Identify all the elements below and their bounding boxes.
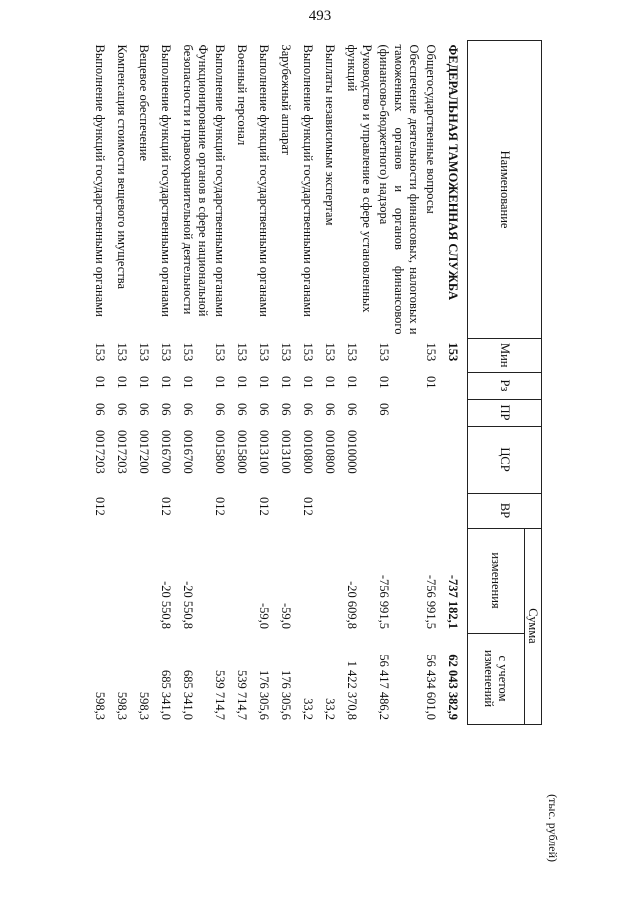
header-vr: ВР	[468, 493, 542, 528]
row-changes: -20 550,8	[159, 581, 173, 629]
row-vr: 012	[257, 497, 271, 516]
row-pr: 06	[93, 403, 107, 416]
row-csr: 0010800	[323, 430, 337, 474]
page-number: 493	[308, 8, 332, 24]
row-rz: 01	[257, 376, 271, 389]
header-summa: Сумма	[525, 528, 542, 724]
row-rz: 01	[137, 376, 151, 389]
row-vr	[445, 493, 468, 528]
row-csr: 0017203	[93, 430, 107, 474]
header-csr: ЦСР	[468, 426, 542, 493]
row-pr: 06	[345, 403, 359, 416]
row-rz: 01	[181, 376, 195, 389]
row-rz: 01	[424, 376, 438, 389]
row-changes: -59,0	[257, 602, 271, 629]
row-min: 153	[137, 342, 151, 362]
row-total: 56 434 601,0	[424, 654, 438, 720]
row-total: 62 043 382,9	[446, 654, 460, 720]
row-min: 153	[345, 342, 359, 362]
row-vr	[322, 493, 344, 528]
row-csr: 0016700	[159, 430, 173, 474]
table-row	[234, 41, 256, 725]
row-rz: 01	[377, 376, 391, 389]
row-min: 153	[181, 342, 195, 362]
row-total: 539 714,7	[213, 670, 227, 720]
table-row	[256, 41, 278, 725]
row-name: Обеспечение деятельности финансовых, налоговых и таможенных органов и органов финансового (финансово-бюджетного) надзора	[377, 44, 421, 335]
row-min: 153	[93, 342, 107, 362]
rotated-page-content	[80, 40, 560, 870]
table-row	[376, 41, 423, 725]
row-csr: 0010000	[345, 430, 359, 474]
row-rz: 01	[345, 376, 359, 389]
row-pr: 06	[279, 403, 293, 416]
row-pr: 06	[323, 403, 337, 416]
row-vr: 012	[213, 497, 227, 516]
row-rz: 01	[115, 376, 129, 389]
row-csr: 0015800	[235, 430, 249, 474]
row-csr	[445, 426, 468, 493]
header-min: Мин	[468, 339, 542, 373]
row-min: 153	[279, 342, 293, 362]
row-vr	[278, 493, 300, 528]
row-csr: 0015800	[213, 430, 227, 474]
row-changes	[300, 528, 322, 633]
row-vr: 012	[301, 497, 315, 516]
row-name: Вещевое обеспечение	[137, 44, 151, 161]
row-changes	[136, 528, 158, 633]
row-csr: 0016700	[181, 430, 195, 474]
row-vr	[114, 493, 136, 528]
row-name: Военный персонал	[235, 44, 249, 146]
row-pr	[423, 399, 445, 426]
row-changes: -756 991,5	[424, 574, 438, 629]
table-body	[92, 41, 468, 725]
row-name: Зарубежный аппарат	[279, 44, 293, 156]
table-row	[92, 41, 114, 725]
header-with-changes: с учетом изменений	[468, 633, 525, 724]
row-rz: 01	[213, 376, 227, 389]
row-min: 153	[323, 342, 337, 362]
row-changes	[212, 528, 234, 633]
table-row	[158, 41, 180, 725]
header-name: Наименование	[468, 41, 542, 339]
row-total: 685 341,0	[181, 670, 195, 720]
row-changes	[234, 528, 256, 633]
budget-table	[92, 40, 542, 725]
row-min: 153	[446, 342, 460, 362]
row-name: Общегосударственные вопросы	[424, 44, 438, 214]
table-row	[114, 41, 136, 725]
row-csr: 0013100	[257, 430, 271, 474]
row-rz	[445, 372, 468, 399]
row-total: 56 417 486,2	[377, 654, 391, 720]
row-total: 598,3	[137, 691, 151, 720]
row-name: Выплаты независимым экспертам	[323, 44, 337, 226]
row-total: 176 305,6	[279, 670, 293, 720]
row-csr: 0010800	[301, 430, 315, 474]
row-vr	[136, 493, 158, 528]
row-pr: 06	[159, 403, 173, 416]
row-total: 598,3	[93, 691, 107, 720]
row-vr	[234, 493, 256, 528]
header-pr: ПР	[468, 399, 542, 426]
table-row	[278, 41, 300, 725]
row-pr: 06	[213, 403, 227, 416]
row-changes	[114, 528, 136, 633]
header-changes: изменения	[468, 528, 525, 633]
row-vr	[376, 493, 423, 528]
units-label: (тыс. рублей)	[546, 794, 560, 862]
table-row	[445, 41, 468, 725]
row-rz: 01	[159, 376, 173, 389]
table-row	[180, 41, 212, 725]
row-total: 1 422 370,8	[345, 660, 359, 720]
row-total: 33,2	[301, 698, 315, 720]
row-changes: -756 991,5	[377, 574, 391, 629]
row-pr: 06	[137, 403, 151, 416]
row-rz: 01	[279, 376, 293, 389]
row-name: ФЕДЕРАЛЬНАЯ ТАМОЖЕННАЯ СЛУЖБА	[446, 44, 460, 301]
table-row	[322, 41, 344, 725]
row-min: 153	[424, 342, 438, 362]
table-row	[136, 41, 158, 725]
row-name: Выполнение функций государственными органами	[159, 44, 173, 317]
row-changes	[92, 528, 114, 633]
table-row	[212, 41, 234, 725]
row-name: Функционирование органов в сфере национальной безопасности и правоохранительной деятельности	[181, 44, 210, 317]
row-min: 153	[257, 342, 271, 362]
row-pr: 06	[377, 403, 391, 416]
row-min: 153	[235, 342, 249, 362]
row-pr: 06	[115, 403, 129, 416]
row-csr	[376, 426, 423, 493]
row-vr	[423, 493, 445, 528]
row-total: 685 341,0	[159, 670, 173, 720]
row-min: 153	[377, 342, 391, 362]
row-changes: -59,0	[279, 602, 293, 629]
row-total: 176 305,6	[257, 670, 271, 720]
row-rz: 01	[235, 376, 249, 389]
row-vr	[344, 493, 376, 528]
row-pr	[445, 399, 468, 426]
header-rz: Рз	[468, 372, 542, 399]
row-csr	[423, 426, 445, 493]
row-csr: 0017203	[115, 430, 129, 474]
row-pr: 06	[301, 403, 315, 416]
row-vr: 012	[93, 497, 107, 516]
row-rz: 01	[301, 376, 315, 389]
row-pr: 06	[181, 403, 195, 416]
row-name: Компенсация стоимости вещевого имущества	[115, 44, 129, 290]
row-changes: -737 182,1	[446, 574, 460, 629]
row-vr: 012	[159, 497, 173, 516]
row-pr: 06	[235, 403, 249, 416]
row-name: Выполнение функций государственными органами	[257, 44, 271, 317]
row-vr	[180, 493, 212, 528]
row-pr: 06	[257, 403, 271, 416]
table-row	[344, 41, 376, 725]
row-min: 153	[213, 342, 227, 362]
row-min: 153	[301, 342, 315, 362]
row-changes: -20 550,8	[181, 581, 195, 629]
row-name: Выполнение функций государственными органами	[93, 44, 107, 317]
row-changes	[322, 528, 344, 633]
row-csr: 0013100	[279, 430, 293, 474]
row-total: 598,3	[115, 691, 129, 720]
row-total: 33,2	[323, 698, 337, 720]
row-csr: 0017200	[137, 430, 151, 474]
row-min: 153	[115, 342, 129, 362]
row-name: Руководство и управление в сфере установленных функций	[345, 44, 374, 313]
row-rz: 01	[323, 376, 337, 389]
row-name: Выполнение функций государственными органами	[213, 44, 227, 317]
table-row	[423, 41, 445, 725]
row-rz: 01	[93, 376, 107, 389]
row-min: 153	[159, 342, 173, 362]
row-total: 539 714,7	[235, 670, 249, 720]
table-row	[300, 41, 322, 725]
row-name: Выполнение функций государственными органами	[301, 44, 315, 317]
row-changes: -20 609,8	[345, 581, 359, 629]
